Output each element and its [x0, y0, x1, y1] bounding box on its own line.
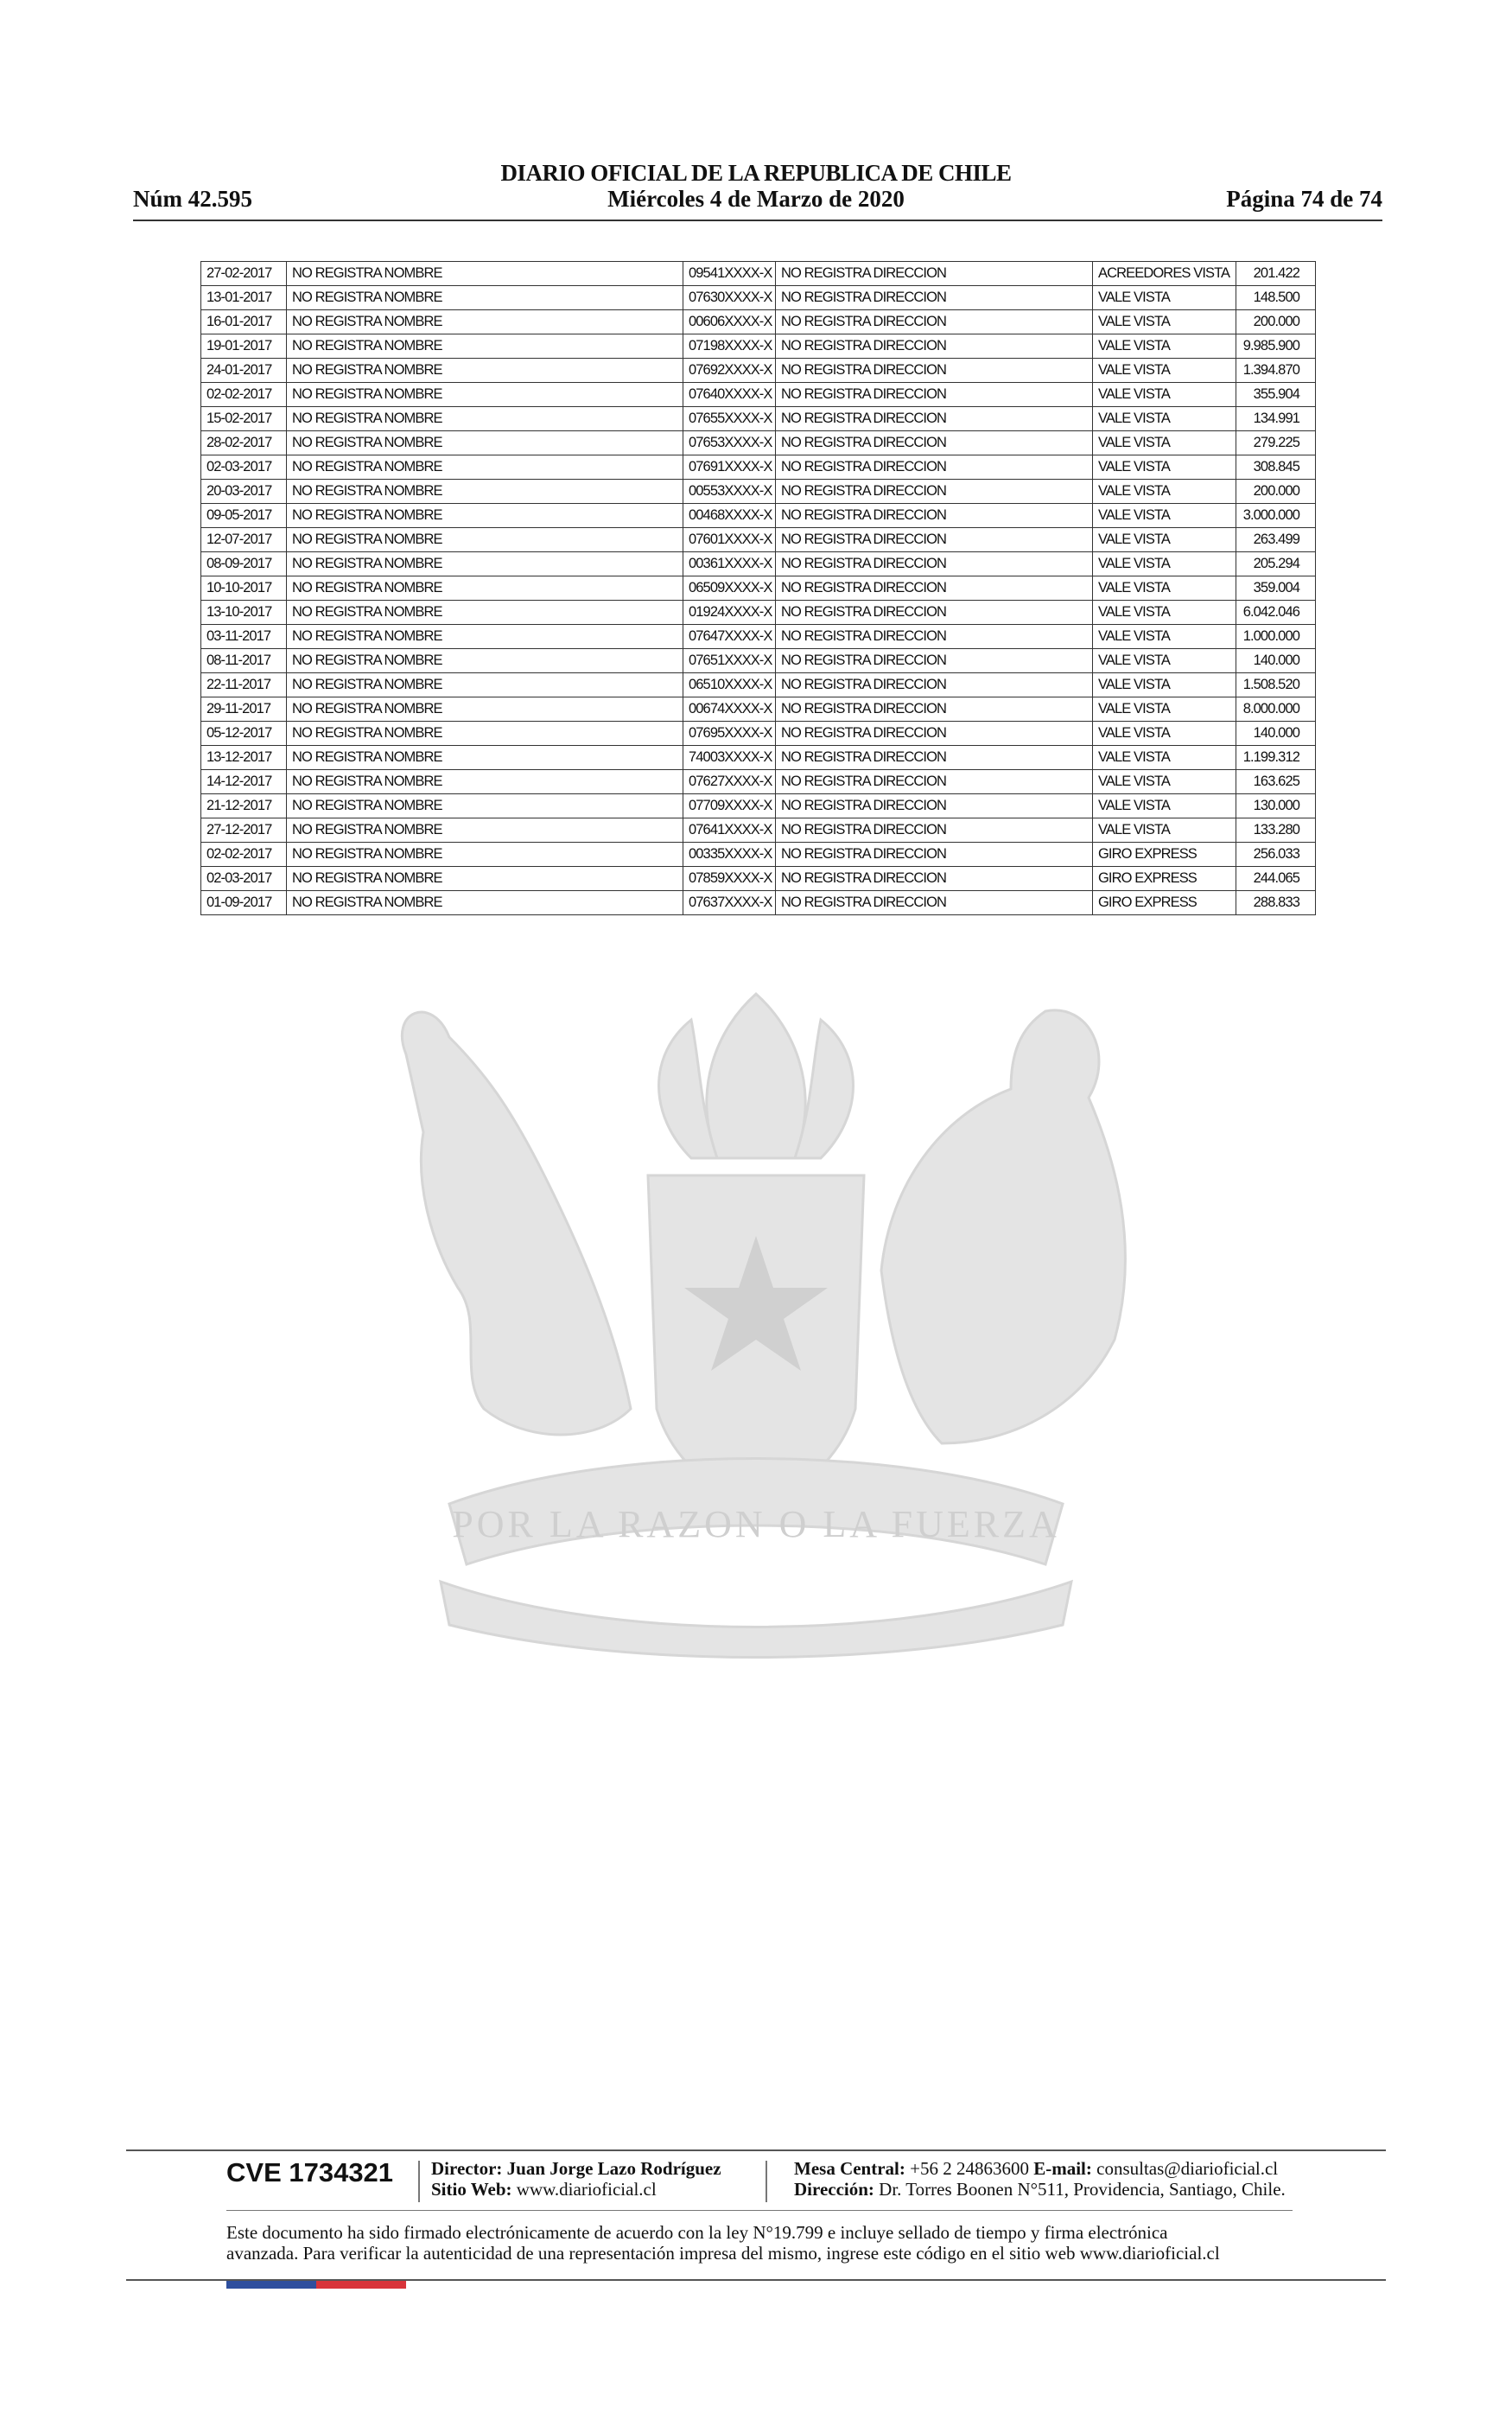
table-body [201, 262, 1316, 915]
rut-cell: 07695XXXX-X [683, 722, 776, 746]
instrument-cell: VALE VISTA [1093, 770, 1236, 794]
date-cell: 22-11-2017 [201, 673, 287, 697]
address-cell: NO REGISTRA DIRECCION [776, 455, 1093, 480]
address-value: Dr. Torres Boonen N°511, Providencia, Santiago, Chile. [879, 2179, 1286, 2200]
address-cell: NO REGISTRA DIRECCION [776, 310, 1093, 334]
instrument-cell: VALE VISTA [1093, 697, 1236, 722]
table-row [201, 722, 1316, 746]
amount-cell: 6.042.046 [1236, 601, 1316, 625]
amount-cell: 256.033 [1236, 843, 1316, 867]
date-cell: 02-02-2017 [201, 383, 287, 407]
unclaimed-funds-table [200, 261, 1316, 915]
amount-cell: 244.065 [1236, 867, 1316, 891]
address-cell: NO REGISTRA DIRECCION [776, 552, 1093, 576]
name-cell: NO REGISTRA NOMBRE [287, 552, 683, 576]
address-cell: NO REGISTRA DIRECCION [776, 891, 1093, 915]
date-cell: 24-01-2017 [201, 359, 287, 383]
name-cell: NO REGISTRA NOMBRE [287, 697, 683, 722]
date-cell: 02-03-2017 [201, 455, 287, 480]
table-row [201, 262, 1316, 286]
instrument-cell: VALE VISTA [1093, 504, 1236, 528]
page-indicator: Página 74 de 74 [1226, 186, 1382, 212]
instrument-cell: GIRO EXPRESS [1093, 843, 1236, 867]
instrument-cell: VALE VISTA [1093, 552, 1236, 576]
address-cell: NO REGISTRA DIRECCION [776, 407, 1093, 431]
rut-cell: 74003XXXX-X [683, 746, 776, 770]
amount-cell: 263.499 [1236, 528, 1316, 552]
date-cell: 19-01-2017 [201, 334, 287, 359]
table-row [201, 794, 1316, 818]
name-cell: NO REGISTRA NOMBRE [287, 867, 683, 891]
table-row [201, 601, 1316, 625]
amount-cell: 133.280 [1236, 818, 1316, 843]
date-cell: 28-02-2017 [201, 431, 287, 455]
amount-cell: 205.294 [1236, 552, 1316, 576]
address-cell: NO REGISTRA DIRECCION [776, 818, 1093, 843]
amount-cell: 279.225 [1236, 431, 1316, 455]
table-row [201, 286, 1316, 310]
website-label: Sitio Web: [431, 2179, 512, 2200]
cve-code: CVE 1734321 [226, 2157, 394, 2188]
instrument-cell: VALE VISTA [1093, 576, 1236, 601]
table-row [201, 310, 1316, 334]
address-cell: NO REGISTRA DIRECCION [776, 286, 1093, 310]
instrument-cell: VALE VISTA [1093, 480, 1236, 504]
rut-cell: 06509XXXX-X [683, 576, 776, 601]
date-cell: 21-12-2017 [201, 794, 287, 818]
plume-shape [707, 994, 805, 1158]
address-line [794, 2179, 1286, 2200]
rut-cell: 00674XXXX-X [683, 697, 776, 722]
rut-cell: 07198XXXX-X [683, 334, 776, 359]
date-cell: 27-02-2017 [201, 262, 287, 286]
rut-cell: 00335XXXX-X [683, 843, 776, 867]
table-row [201, 843, 1316, 867]
instrument-cell: VALE VISTA [1093, 334, 1236, 359]
rut-cell: 00553XXXX-X [683, 480, 776, 504]
name-cell: NO REGISTRA NOMBRE [287, 601, 683, 625]
huemul-shape [402, 1012, 631, 1435]
email-link[interactable]: consultas@diarioficial.cl [1096, 2158, 1279, 2179]
rut-cell: 07601XXXX-X [683, 528, 776, 552]
name-cell: NO REGISTRA NOMBRE [287, 528, 683, 552]
phone-label: Mesa Central: [794, 2158, 905, 2179]
date-cell: 12-07-2017 [201, 528, 287, 552]
amount-cell: 355.904 [1236, 383, 1316, 407]
website-line [431, 2179, 657, 2200]
flag-stripe-blue [226, 2281, 316, 2289]
table-row [201, 383, 1316, 407]
instrument-cell: VALE VISTA [1093, 673, 1236, 697]
instrument-cell: VALE VISTA [1093, 407, 1236, 431]
website-link[interactable]: www.diarioficial.cl [516, 2179, 657, 2200]
name-cell: NO REGISTRA NOMBRE [287, 480, 683, 504]
flag-stripe-red [316, 2281, 406, 2289]
instrument-cell: VALE VISTA [1093, 310, 1236, 334]
amount-cell: 288.833 [1236, 891, 1316, 915]
address-cell: NO REGISTRA DIRECCION [776, 746, 1093, 770]
amount-cell: 130.000 [1236, 794, 1316, 818]
name-cell: NO REGISTRA NOMBRE [287, 407, 683, 431]
amount-cell: 200.000 [1236, 310, 1316, 334]
date-cell: 14-12-2017 [201, 770, 287, 794]
contact-line [794, 2158, 1278, 2179]
director-label: Director: [431, 2158, 503, 2179]
rut-cell: 01924XXXX-X [683, 601, 776, 625]
address-cell: NO REGISTRA DIRECCION [776, 722, 1093, 746]
instrument-cell: VALE VISTA [1093, 359, 1236, 383]
table-row [201, 867, 1316, 891]
instrument-cell: VALE VISTA [1093, 722, 1236, 746]
address-cell: NO REGISTRA DIRECCION [776, 431, 1093, 455]
table-row [201, 359, 1316, 383]
rut-cell: 07651XXXX-X [683, 649, 776, 673]
instrument-cell: VALE VISTA [1093, 746, 1236, 770]
rut-cell: 07692XXXX-X [683, 359, 776, 383]
rut-cell: 07641XXXX-X [683, 818, 776, 843]
base-scroll-shape [441, 1582, 1071, 1658]
rut-cell: 07859XXXX-X [683, 867, 776, 891]
amount-cell: 359.004 [1236, 576, 1316, 601]
name-cell: NO REGISTRA NOMBRE [287, 310, 683, 334]
footer-divider-top [126, 2149, 1386, 2151]
director-name: Juan Jorge Lazo Rodríguez [506, 2158, 721, 2179]
address-cell: NO REGISTRA DIRECCION [776, 576, 1093, 601]
amount-cell: 1.199.312 [1236, 746, 1316, 770]
rut-cell: 00606XXXX-X [683, 310, 776, 334]
amount-cell: 308.845 [1236, 455, 1316, 480]
address-cell: NO REGISTRA DIRECCION [776, 843, 1093, 867]
date-cell: 05-12-2017 [201, 722, 287, 746]
rut-cell: 07630XXXX-X [683, 286, 776, 310]
table-row [201, 431, 1316, 455]
rut-cell: 07653XXXX-X [683, 431, 776, 455]
date-cell: 29-11-2017 [201, 697, 287, 722]
amount-cell: 1.508.520 [1236, 673, 1316, 697]
address-cell: NO REGISTRA DIRECCION [776, 649, 1093, 673]
rut-cell: 07640XXXX-X [683, 383, 776, 407]
amount-cell: 163.625 [1236, 770, 1316, 794]
amount-cell: 134.991 [1236, 407, 1316, 431]
date-cell: 13-10-2017 [201, 601, 287, 625]
table-row [201, 673, 1316, 697]
name-cell: NO REGISTRA NOMBRE [287, 625, 683, 649]
table-row [201, 818, 1316, 843]
name-cell: NO REGISTRA NOMBRE [287, 673, 683, 697]
address-cell: NO REGISTRA DIRECCION [776, 528, 1093, 552]
instrument-cell: VALE VISTA [1093, 794, 1236, 818]
email-label: E-mail: [1033, 2158, 1092, 2179]
name-cell: NO REGISTRA NOMBRE [287, 286, 683, 310]
amount-cell: 9.985.900 [1236, 334, 1316, 359]
table-row [201, 552, 1316, 576]
instrument-cell: VALE VISTA [1093, 431, 1236, 455]
amount-cell: 140.000 [1236, 649, 1316, 673]
instrument-cell: GIRO EXPRESS [1093, 891, 1236, 915]
rut-cell: 07627XXXX-X [683, 770, 776, 794]
name-cell: NO REGISTRA NOMBRE [287, 746, 683, 770]
instrument-cell: VALE VISTA [1093, 286, 1236, 310]
instrument-cell: VALE VISTA [1093, 625, 1236, 649]
name-cell: NO REGISTRA NOMBRE [287, 262, 683, 286]
name-cell: NO REGISTRA NOMBRE [287, 649, 683, 673]
table-row [201, 891, 1316, 915]
phone-value: +56 2 24863600 [910, 2158, 1029, 2179]
name-cell: NO REGISTRA NOMBRE [287, 770, 683, 794]
name-cell: NO REGISTRA NOMBRE [287, 334, 683, 359]
table-row [201, 697, 1316, 722]
rut-cell: 07637XXXX-X [683, 891, 776, 915]
address-cell: NO REGISTRA DIRECCION [776, 770, 1093, 794]
name-cell: NO REGISTRA NOMBRE [287, 843, 683, 867]
director-line [431, 2158, 721, 2179]
date-cell: 02-02-2017 [201, 843, 287, 867]
amount-cell: 1.394.870 [1236, 359, 1316, 383]
rut-cell: 09541XXXX-X [683, 262, 776, 286]
rut-cell: 00468XXXX-X [683, 504, 776, 528]
table-row [201, 480, 1316, 504]
address-cell: NO REGISTRA DIRECCION [776, 480, 1093, 504]
date-cell: 08-09-2017 [201, 552, 287, 576]
footer-divider-mid [226, 2210, 1293, 2211]
date-cell: 13-12-2017 [201, 746, 287, 770]
address-cell: NO REGISTRA DIRECCION [776, 673, 1093, 697]
instrument-cell: VALE VISTA [1093, 649, 1236, 673]
footer-separator [418, 2161, 420, 2202]
date-cell: 16-01-2017 [201, 310, 287, 334]
table-row [201, 576, 1316, 601]
chilean-coat-of-arms-icon [285, 959, 1227, 1659]
name-cell: NO REGISTRA NOMBRE [287, 455, 683, 480]
date-cell: 02-03-2017 [201, 867, 287, 891]
instrument-cell: GIRO EXPRESS [1093, 867, 1236, 891]
issue-number: Núm 42.595 [133, 186, 253, 212]
address-cell: NO REGISTRA DIRECCION [776, 867, 1093, 891]
table-row [201, 334, 1316, 359]
rut-cell: 07647XXXX-X [683, 625, 776, 649]
address-cell: NO REGISTRA DIRECCION [776, 601, 1093, 625]
address-label: Dirección: [794, 2179, 874, 2200]
table-row [201, 528, 1316, 552]
date-cell: 08-11-2017 [201, 649, 287, 673]
address-cell: NO REGISTRA DIRECCION [776, 625, 1093, 649]
amount-cell: 1.000.000 [1236, 625, 1316, 649]
name-cell: NO REGISTRA NOMBRE [287, 722, 683, 746]
name-cell: NO REGISTRA NOMBRE [287, 576, 683, 601]
name-cell: NO REGISTRA NOMBRE [287, 431, 683, 455]
name-cell: NO REGISTRA NOMBRE [287, 504, 683, 528]
instrument-cell: VALE VISTA [1093, 383, 1236, 407]
rut-cell: 07655XXXX-X [683, 407, 776, 431]
date-cell: 20-03-2017 [201, 480, 287, 504]
table-row [201, 649, 1316, 673]
publication-title: DIARIO OFICIAL DE LA REPUBLICA DE CHILE [500, 160, 1012, 186]
amount-cell: 201.422 [1236, 262, 1316, 286]
date-cell: 10-10-2017 [201, 576, 287, 601]
instrument-cell: VALE VISTA [1093, 455, 1236, 480]
instrument-cell: VALE VISTA [1093, 818, 1236, 843]
amount-cell: 8.000.000 [1236, 697, 1316, 722]
rut-cell: 06510XXXX-X [683, 673, 776, 697]
header-divider [133, 220, 1382, 221]
amount-cell: 3.000.000 [1236, 504, 1316, 528]
notice-line: Este documento ha sido firmado electrónicamente de acuerdo con la ley N°19.799 e incluye sellado de tiempo y firma electrónica [226, 2222, 1168, 2243]
address-cell: NO REGISTRA DIRECCION [776, 262, 1093, 286]
instrument-cell: VALE VISTA [1093, 601, 1236, 625]
rut-cell: 00361XXXX-X [683, 552, 776, 576]
date-cell: 03-11-2017 [201, 625, 287, 649]
condor-shape [881, 1010, 1125, 1443]
amount-cell: 200.000 [1236, 480, 1316, 504]
table-row [201, 746, 1316, 770]
name-cell: NO REGISTRA NOMBRE [287, 891, 683, 915]
date-cell: 01-09-2017 [201, 891, 287, 915]
date-cell: 09-05-2017 [201, 504, 287, 528]
amount-cell: 140.000 [1236, 722, 1316, 746]
table-row [201, 770, 1316, 794]
instrument-cell: ACREEDORES VISTA [1093, 262, 1236, 286]
address-cell: NO REGISTRA DIRECCION [776, 359, 1093, 383]
rut-cell: 07709XXXX-X [683, 794, 776, 818]
address-cell: NO REGISTRA DIRECCION [776, 383, 1093, 407]
name-cell: NO REGISTRA NOMBRE [287, 818, 683, 843]
address-cell: NO REGISTRA DIRECCION [776, 504, 1093, 528]
motto-text: POR LA RAZON O LA FUERZA [452, 1503, 1060, 1545]
notice-line: avanzada. Para verificar la autenticidad de una representación impresa del mismo, ingrese este código en el sitio web www.diarioficial.cl [226, 2243, 1220, 2264]
amount-cell: 148.500 [1236, 286, 1316, 310]
table-row [201, 455, 1316, 480]
address-cell: NO REGISTRA DIRECCION [776, 334, 1093, 359]
footer-separator [766, 2161, 767, 2202]
date-cell: 15-02-2017 [201, 407, 287, 431]
address-cell: NO REGISTRA DIRECCION [776, 794, 1093, 818]
publication-date: Miércoles 4 de Marzo de 2020 [607, 186, 905, 212]
name-cell: NO REGISTRA NOMBRE [287, 359, 683, 383]
instrument-cell: VALE VISTA [1093, 528, 1236, 552]
table-row [201, 504, 1316, 528]
table-row [201, 625, 1316, 649]
date-cell: 13-01-2017 [201, 286, 287, 310]
address-cell: NO REGISTRA DIRECCION [776, 697, 1093, 722]
date-cell: 27-12-2017 [201, 818, 287, 843]
rut-cell: 07691XXXX-X [683, 455, 776, 480]
name-cell: NO REGISTRA NOMBRE [287, 383, 683, 407]
name-cell: NO REGISTRA NOMBRE [287, 794, 683, 818]
table-row [201, 407, 1316, 431]
signature-notice [226, 2222, 1315, 2264]
